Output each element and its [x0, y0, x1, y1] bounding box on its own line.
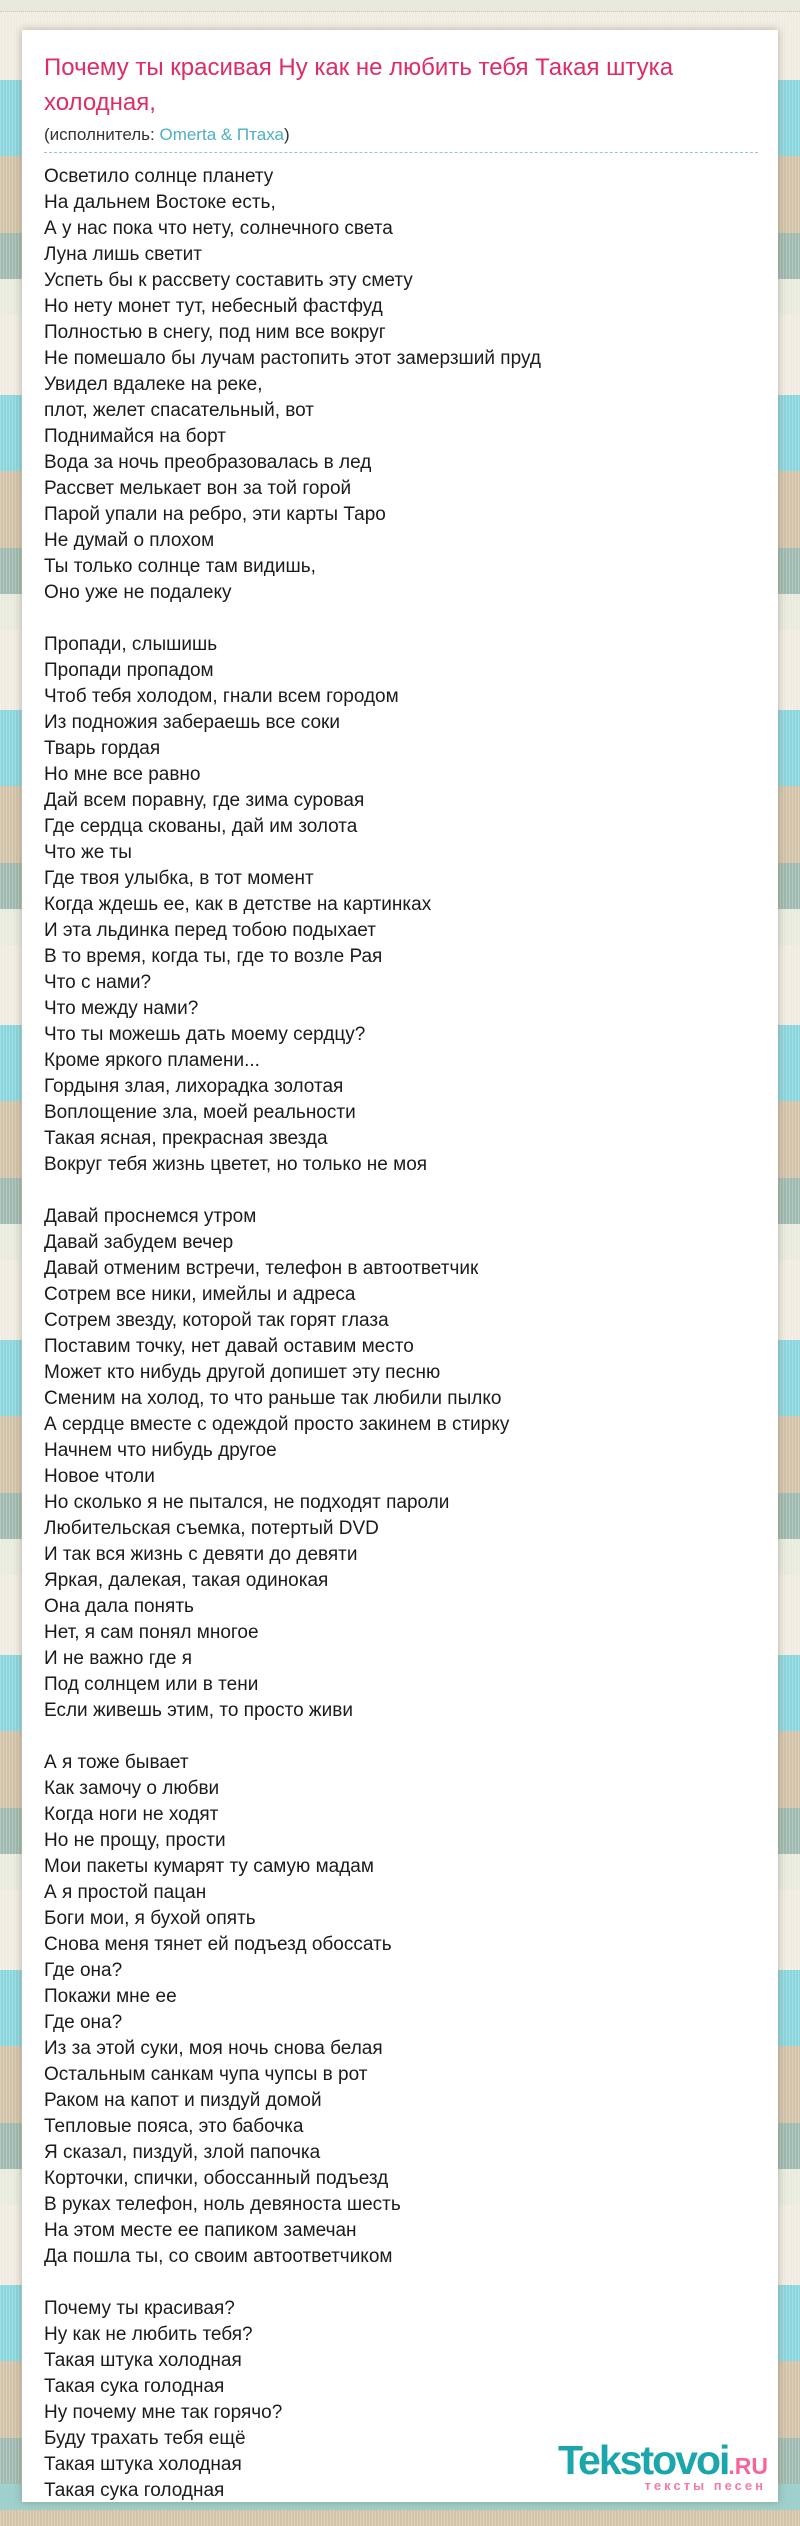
lyric-line: А у нас пока что нету, солнечного света — [44, 218, 393, 239]
lyric-line: Давай проснемся утром — [44, 1206, 257, 1227]
lyric-line: Она дала понять — [44, 1596, 194, 1617]
lyric-line: На этом месте ее папиком замечан — [44, 2220, 357, 2241]
page-top-strip — [0, 0, 800, 12]
lyric-line: Нет, я сам понял многое — [44, 1622, 259, 1643]
lyric-line: Остальным санкам чупа чупсы в рот — [44, 2064, 368, 2085]
lyric-line: Чтоб тебя холодом, гнали всем городом — [44, 686, 399, 707]
lyric-line: Тварь гордая — [44, 738, 161, 759]
lyrics — [44, 164, 758, 2504]
lyric-line: Если живешь этим, то просто живи — [44, 1700, 353, 1721]
artist-label-close: ) — [283, 125, 290, 144]
lyric-line: Буду трахать тебя ещё — [44, 2428, 246, 2449]
lyric-line: Такая штука холодная — [44, 2350, 242, 2371]
lyric-line: Снова меня тянет ей подъезд обоссать — [44, 1934, 392, 1955]
lyric-line: Но нету монет тут, небесный фастфуд — [44, 296, 383, 317]
lyric-line: плот, желет спасательный, вот — [44, 400, 315, 421]
lyric-line: Любительская съемка, потертый DVD — [44, 1518, 379, 1539]
lyric-line: Под солнцем или в тени — [44, 1674, 259, 1695]
lyric-line: Пропади, слышишь — [44, 634, 218, 655]
lyrics-stanza — [44, 1750, 758, 2270]
lyric-line: Сотрем все ники, имейлы и адреса — [44, 1284, 356, 1305]
lyric-line: Когда ноги не ходят — [44, 1804, 219, 1825]
lyric-line: Такая ясная, прекрасная звезда — [44, 1128, 328, 1149]
lyric-line: Как замочу о любви — [44, 1778, 220, 1799]
lyric-line: Мои пакеты кумарят ту самую мадам — [44, 1856, 374, 1877]
lyric-line: Пропади пропадом — [44, 660, 214, 681]
logo-wordmark — [558, 2437, 768, 2483]
tekstovoi-logo[interactable] — [558, 2437, 768, 2493]
lyric-line: Осветило солнце планету — [44, 166, 274, 187]
lyric-line: Давай отменим встречи, телефон в автоответчик — [44, 1258, 479, 1279]
lyric-line: Кроме яркого пламени... — [44, 1050, 260, 1071]
lyric-line: Такая сука голодная — [44, 2480, 225, 2501]
lyric-line: Но мне все равно — [44, 764, 201, 785]
lyric-line: Покажи мне ее — [44, 1986, 177, 2007]
lyric-line: Что же ты — [44, 842, 132, 863]
artist-label: (исполнитель: — [44, 125, 160, 144]
lyric-line: Корточки, спички, обоссанный подъезд — [44, 2168, 389, 2189]
lyric-line: Поставим точку, нет давай оставим место — [44, 1336, 414, 1357]
lyric-line: Что между нами? — [44, 998, 199, 1019]
lyric-line: Начнем что нибудь другое — [44, 1440, 277, 1461]
lyric-line: Но не прощу, прости — [44, 1830, 226, 1851]
lyric-line: Гордыня злая, лихорадка золотая — [44, 1076, 344, 1097]
lyric-line: А я тоже бывает — [44, 1752, 189, 1773]
lyric-line: Да пошла ты, со своим автоответчиком — [44, 2246, 393, 2267]
lyrics-stanza — [44, 1204, 758, 1724]
lyric-line: Такая штука холодная — [44, 2454, 242, 2475]
lyric-line: Вода за ночь преобразовалась в лед — [44, 452, 372, 473]
lyric-line: Дай всем поравну, где зима суровая — [44, 790, 365, 811]
lyrics-stanza — [44, 164, 758, 606]
lyric-line: И эта льдинка перед тобою подыхает — [44, 920, 376, 941]
lyric-line: Луна лишь светит — [44, 244, 202, 265]
artist-line — [44, 123, 758, 146]
lyric-line: Увидел вдалеке на реке, — [44, 374, 263, 395]
lyric-line: Что с нами? — [44, 972, 152, 993]
lyric-line: Когда ждешь ее, как в детстве на картинках — [44, 894, 432, 915]
lyric-line: Полностью в снегу, под ним все вокруг — [44, 322, 386, 343]
dashed-separator — [44, 151, 758, 153]
lyric-line: Давай забудем вечер — [44, 1232, 234, 1253]
lyric-line: Может кто нибудь другой допишет эту песню — [44, 1362, 441, 1383]
logo-main-text: Tekstovoi — [558, 2437, 729, 2483]
artist-link[interactable]: Omerta & Птаха — [159, 125, 284, 144]
lyric-line: А я простой пацан — [44, 1882, 207, 1903]
lyric-line: Раком на капот и пиздуй домой — [44, 2090, 322, 2111]
lyric-line: Ты только солнце там видишь, — [44, 556, 316, 577]
lyric-line: Новое чтоли — [44, 1466, 155, 1487]
lyric-line: А сердце вместе с одеждой просто закинем в стирку — [44, 1414, 510, 1435]
lyric-line: И так вся жизнь с девяти до девяти — [44, 1544, 358, 1565]
lyric-line: Рассвет мелькает вон за той горой — [44, 478, 352, 499]
lyric-line: Яркая, далекая, такая одинокая — [44, 1570, 329, 1591]
lyric-line: Где она? — [44, 2012, 123, 2033]
page-title: Почему ты красивая Ну как не любить тебя Такая штука холодная, — [44, 54, 674, 116]
lyric-line: Вокруг тебя жизнь цветет, но только не моя — [44, 1154, 428, 1175]
lyric-line: Оно уже не подалеку — [44, 582, 232, 603]
lyric-line: Воплощение зла, моей реальности — [44, 1102, 356, 1123]
lyric-line: В руках телефон, ноль девяноста шесть — [44, 2194, 401, 2215]
lyric-line: Из за этой суки, моя ночь снова белая — [44, 2038, 383, 2059]
lyric-line: Где твоя улыбка, в тот момент — [44, 868, 314, 889]
lyric-line: Тепловые пояса, это бабочка — [44, 2116, 304, 2137]
bottom-tan-band — [0, 2510, 800, 2526]
lyric-line: Сменим на холод, то что раньше так любили пылко — [44, 1388, 502, 1409]
lyrics-content-box — [22, 30, 778, 2502]
lyric-line: И не важно где я — [44, 1648, 193, 1669]
logo-tld-text: .RU — [728, 2453, 768, 2479]
lyric-line: Где она? — [44, 1960, 123, 1981]
lyric-line: Успеть бы к рассвету составить эту смету — [44, 270, 413, 291]
lyric-line: Не помешало бы лучам растопить этот замерзший пруд — [44, 348, 541, 369]
lyric-line: Поднимайся на борт — [44, 426, 226, 447]
lyric-line: Из подножия забераешь все соки — [44, 712, 340, 733]
lyric-line: Но сколько я не пытался, не подходят пароли — [44, 1492, 450, 1513]
lyric-line: Сотрем звезду, которой так горят глаза — [44, 1310, 389, 1331]
lyrics-stanza — [44, 632, 758, 1178]
lyric-line: На дальнем Востоке есть, — [44, 192, 276, 213]
lyric-line: Почему ты красивая? — [44, 2298, 235, 2319]
lyric-line: Что ты можешь дать моему сердцу? — [44, 1024, 366, 1045]
lyric-line: Я сказал, пиздуй, злой папочка — [44, 2142, 321, 2163]
lyric-line: Ну как не любить тебя? — [44, 2324, 253, 2345]
lyric-line: Ну почему мне так горячо? — [44, 2402, 283, 2423]
lyric-line: Боги мои, я бухой опять — [44, 1908, 256, 1929]
lyric-line: Парой упали на ребро, эти карты Таро — [44, 504, 386, 525]
lyric-line: Не думай о плохом — [44, 530, 215, 551]
lyric-line: В то время, когда ты, где то возле Рая — [44, 946, 383, 967]
lyric-line: Где сердца скованы, дай им золота — [44, 816, 358, 837]
logo-tagline: тексты песен — [644, 2478, 766, 2493]
lyric-line: Такая сука голодная — [44, 2376, 225, 2397]
